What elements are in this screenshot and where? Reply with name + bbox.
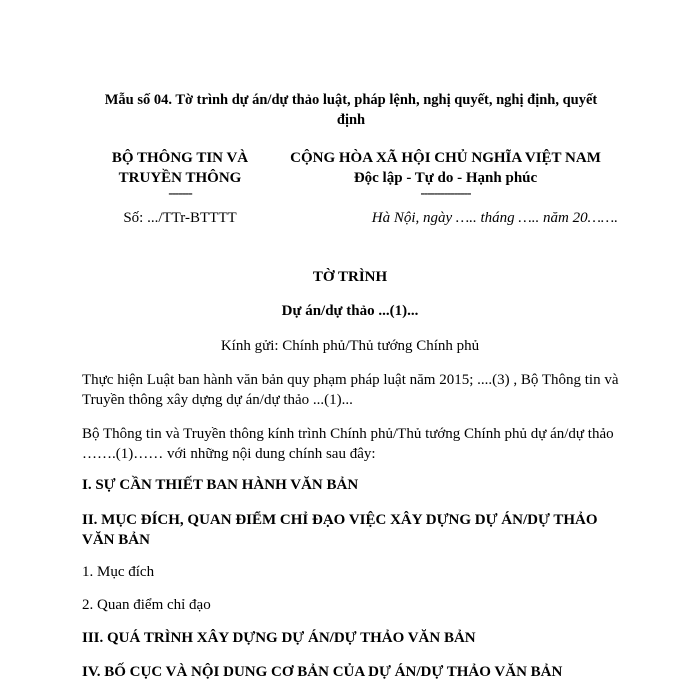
recipient-line: Kính gửi: Chính phủ/Thủ tướng Chính phủ — [220, 338, 480, 354]
document-heading: TỜ TRÌNH — [312, 269, 388, 285]
document-number: Số: .../TTr-BTTTT — [123, 210, 237, 226]
document-subheading: Dự án/dự thảo ...(1)... — [281, 303, 419, 319]
national-divider: --------------- — [420, 185, 471, 200]
section-heading-4: IV. BỐ CỤC VÀ NỘI DUNG CƠ BẢN CỦA DỰ ÁN/DỰ THẢO VĂN BẢN — [82, 664, 563, 680]
national-motto: Độc lập - Tự do - Hạnh phúc — [353, 170, 538, 186]
issuer-line-1: BỘ THÔNG TIN VÀ — [111, 150, 249, 166]
section-heading-3: III. QUÁ TRÌNH XÂY DỰNG DỰ ÁN/DỰ THẢO VĂN BẢN — [82, 630, 476, 646]
national-header — [283, 148, 608, 198]
form-title: Mẫu số 04. Tờ trình dự án/dự thảo luật, pháp lệnh, nghị quyết, nghị định, quyết định — [104, 92, 598, 128]
intro-paragraph: Thực hiện Luật ban hành văn bản quy phạm pháp luật năm 2015; ....(3) , Bộ Thông tin và Truyền thông xây dựng dự án/dự thảo ...(1)... — [82, 372, 619, 408]
issuer-line-2: TRUYỀN THÔNG — [118, 170, 242, 186]
section-heading-1: I. SỰ CẦN THIẾT BAN HÀNH VĂN BẢN — [82, 477, 359, 493]
subsection-viewpoint: 2. Quan điểm chỉ đạo — [82, 597, 211, 613]
issuer-header — [80, 148, 280, 198]
section-heading-2: II. MỤC ĐÍCH, QUAN ĐIỂM CHỈ ĐẠO VIỆC XÂY DỰNG DỰ ÁN/DỰ THẢO VĂN BẢN — [82, 512, 598, 548]
document-date: Hà Nội, ngày ….. tháng ….. năm 20……. — [371, 210, 618, 226]
submission-paragraph: Bộ Thông tin và Truyền thông kính trình Chính phủ/Thủ tướng Chính phủ dự án/dự thảo …….(1)…… với những nội dung chính sau đây: — [82, 426, 614, 462]
issuer-divider: ------- — [168, 185, 192, 200]
subsection-purpose: 1. Mục đích — [82, 564, 155, 580]
national-name: CỘNG HÒA XÃ HỘI CHỦ NGHĨA VIỆT NAM — [290, 150, 601, 166]
